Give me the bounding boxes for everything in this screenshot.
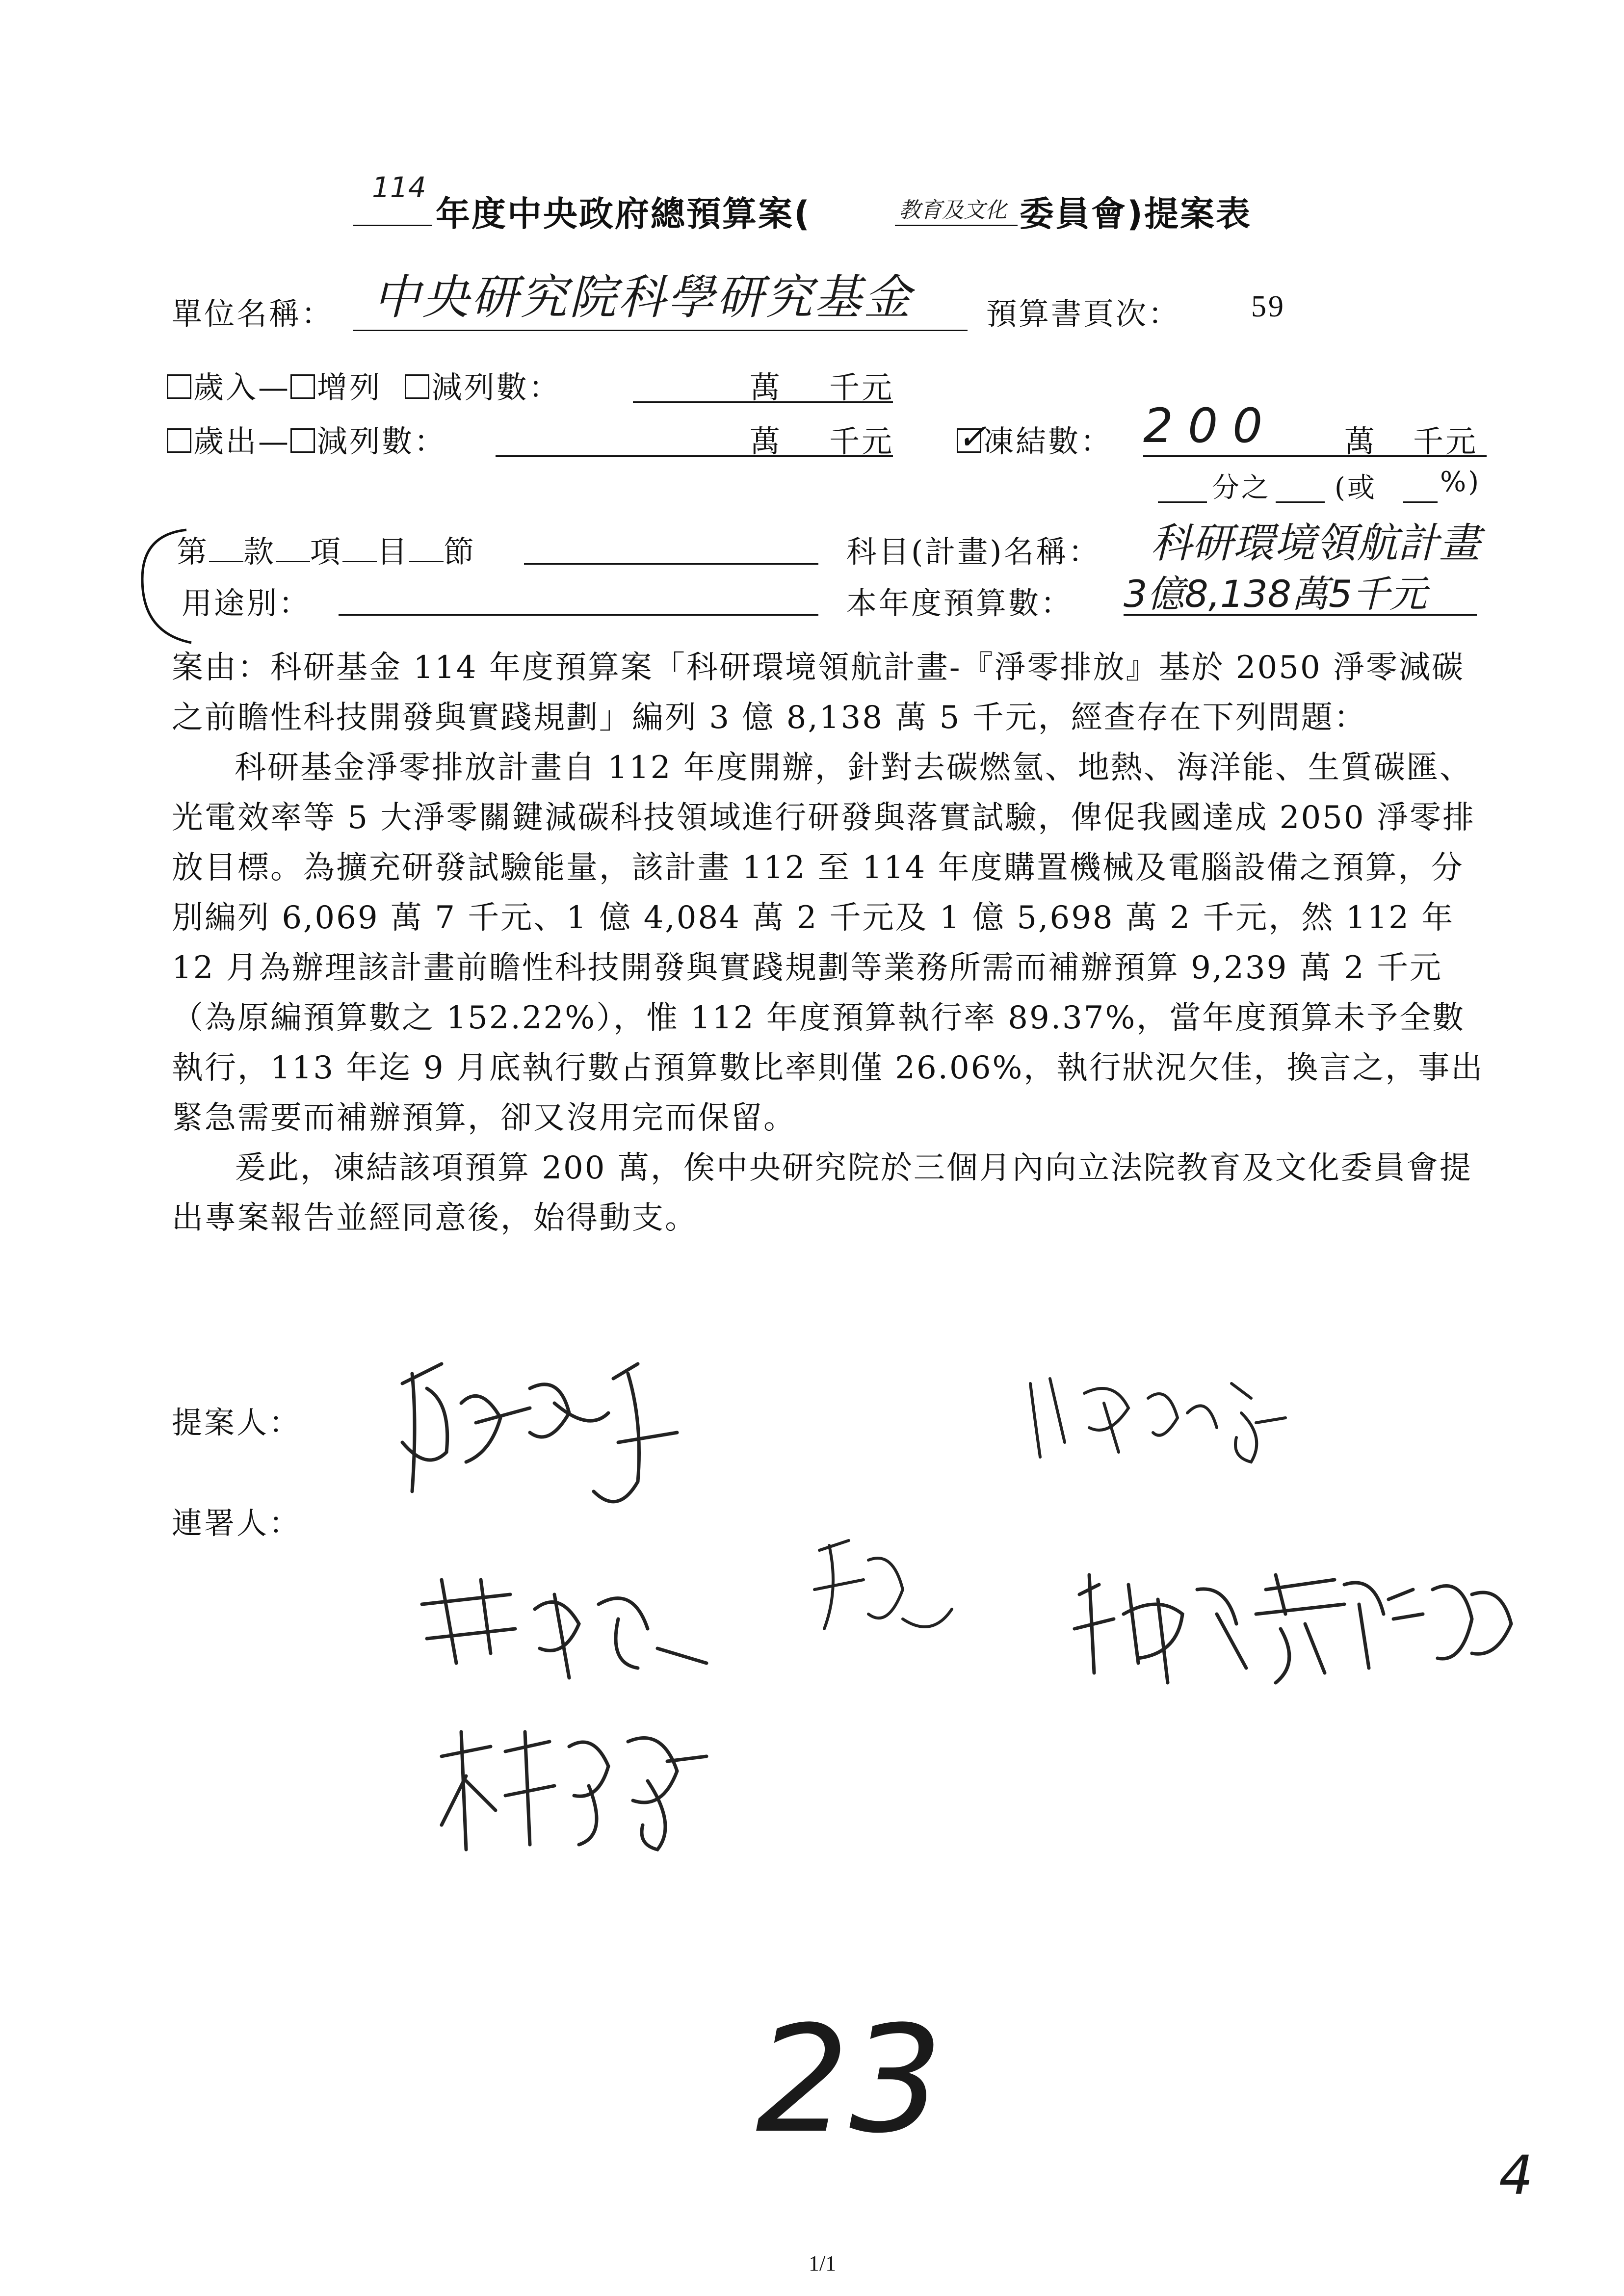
expense-unit-qian: 千元 [829, 423, 894, 459]
revenue-unit-qian: 千元 [829, 369, 894, 405]
freeze-unit-wan: 萬 [1344, 423, 1377, 459]
title-year: 114 [372, 171, 426, 204]
freeze-unit-qian: 千元 [1413, 423, 1478, 459]
expense-checkbox[interactable] [167, 428, 191, 453]
expense-unit-wan: 萬 [750, 423, 783, 459]
unit-underline [353, 330, 968, 331]
unit-label: 單位名稱： [172, 296, 334, 332]
fraction-num-underline [1158, 501, 1207, 503]
freeze-checkbox[interactable] [957, 428, 981, 453]
revenue-label: 歲入— [193, 369, 291, 405]
proposer-label: 提案人： [172, 1405, 302, 1440]
cosigner-signature-3 [1070, 1555, 1531, 1693]
case-paragraph-2: 科研基金淨零排放計畫自 112 年度開辦，針對去碳燃氫、地熱、海洋能、生質碳匯、光電效率等 5 大淨零關鍵減碳科技領域進行研發與落實試驗，俾促我國達成 2050 淨零排放目標。為擴充研發試驗能量，該計畫 112 至 114 年度購置機械及電腦設備之預算，分別編列 6,069 萬 7 千元、1 億 4,084 萬 2 千元及 1 億 5,698 萬 2 千元，然 112 年 12 月為辦理該計畫前瞻性科技開發與實踐規劃等業務所需而補辦預算 9,239 萬 2 千元 （為原編預算數之 152.22%），惟 112 年度預算執行率 89.37%，當年度預算未予全數執行，113 年迄 9 月底執行數占預算數比率則僅 26.06%，執行狀況欠佳，換言之，事出緊急需要而補辦預算，卻又沒用完而保留。 [172, 750, 1484, 1136]
title-committee: 教育及文化 [899, 198, 1007, 223]
corner-number: 4 [1499, 2144, 1533, 2207]
freeze-value: 200 [1143, 398, 1278, 453]
xiang-label: 項 [310, 534, 343, 570]
budget-value: 3億8,138萬5千元 [1124, 572, 1427, 616]
title-year-underline [353, 225, 432, 226]
jie-label: 節 [444, 534, 476, 570]
handwritten-number: 23 [756, 1994, 943, 2166]
section-underline [524, 563, 818, 565]
subject-label: 科目(計畫)名稱： [846, 534, 1101, 570]
mu-label: 目 [377, 534, 410, 570]
proposer-signature-2 [1021, 1364, 1295, 1472]
fraction-den-underline [1276, 501, 1325, 503]
revenue-decrease-label: 減列數： [431, 369, 561, 405]
revenue-increase-checkbox[interactable] [290, 374, 315, 399]
page-value: 59 [1251, 290, 1285, 323]
subject-value: 科研環境領航計畫 [1151, 519, 1481, 567]
freeze-label: 凍結數： [983, 423, 1113, 459]
usage-label: 用途別： [182, 585, 312, 621]
cosigner-label: 連署人： [172, 1505, 302, 1541]
page-footer: 1/1 [809, 2251, 837, 2275]
title-part1: 年度中央政府總預算案( [436, 194, 811, 234]
expense-decrease-label: 減列數： [317, 423, 447, 459]
freeze-row [957, 417, 1113, 461]
budget-label: 本年度預算數： [846, 585, 1074, 621]
kuan-label: 款 [243, 534, 276, 570]
fraction-huo: (或 [1335, 472, 1377, 504]
case-paragraph-3: 爰此，凍結該項預算 200 萬，俟中央研究院於三個月內向立法院教育及文化委員會提出專案報告並經同意後，始得動支。 [172, 1150, 1472, 1236]
fraction-fen: 分之 [1212, 472, 1271, 504]
unit-value: 中央研究院科學研究基金 [373, 270, 913, 325]
revenue-increase-label: 增列 [317, 369, 382, 405]
fraction-pct: %) [1440, 466, 1481, 498]
revenue-row [167, 363, 561, 407]
expense-label: 歲出— [193, 423, 291, 459]
usage-underline [339, 614, 818, 616]
cosigner-signature-2 [805, 1531, 962, 1658]
di-label: 第 [177, 534, 210, 570]
expense-decrease-checkbox[interactable] [290, 428, 315, 453]
expense-row [167, 417, 446, 461]
revenue-decrease-checkbox[interactable] [405, 374, 429, 399]
title-part2: 委員會)提案表 [1020, 194, 1252, 234]
page-label: 預算書頁次： [986, 296, 1181, 332]
revenue-unit-wan: 萬 [750, 369, 783, 405]
proposer-signature [383, 1344, 726, 1570]
fraction-pct-underline [1403, 501, 1438, 503]
case-body [172, 643, 1496, 1243]
cosigner-signature-1 [412, 1565, 716, 1693]
cosigner-signature-4 [432, 1712, 746, 1859]
title-committee-underline [895, 225, 1018, 226]
subject-section-row [177, 527, 476, 571]
case-paragraph-1: 案由：科研基金 114 年度預算案「科研環境領航計畫-『淨零排放』基於 2050 淨零減碳之前瞻性科技開發與實踐規劃」編列 3 億 8,138 萬 5 千元，經查存在下列問題： [172, 650, 1465, 736]
revenue-checkbox[interactable] [167, 374, 191, 399]
